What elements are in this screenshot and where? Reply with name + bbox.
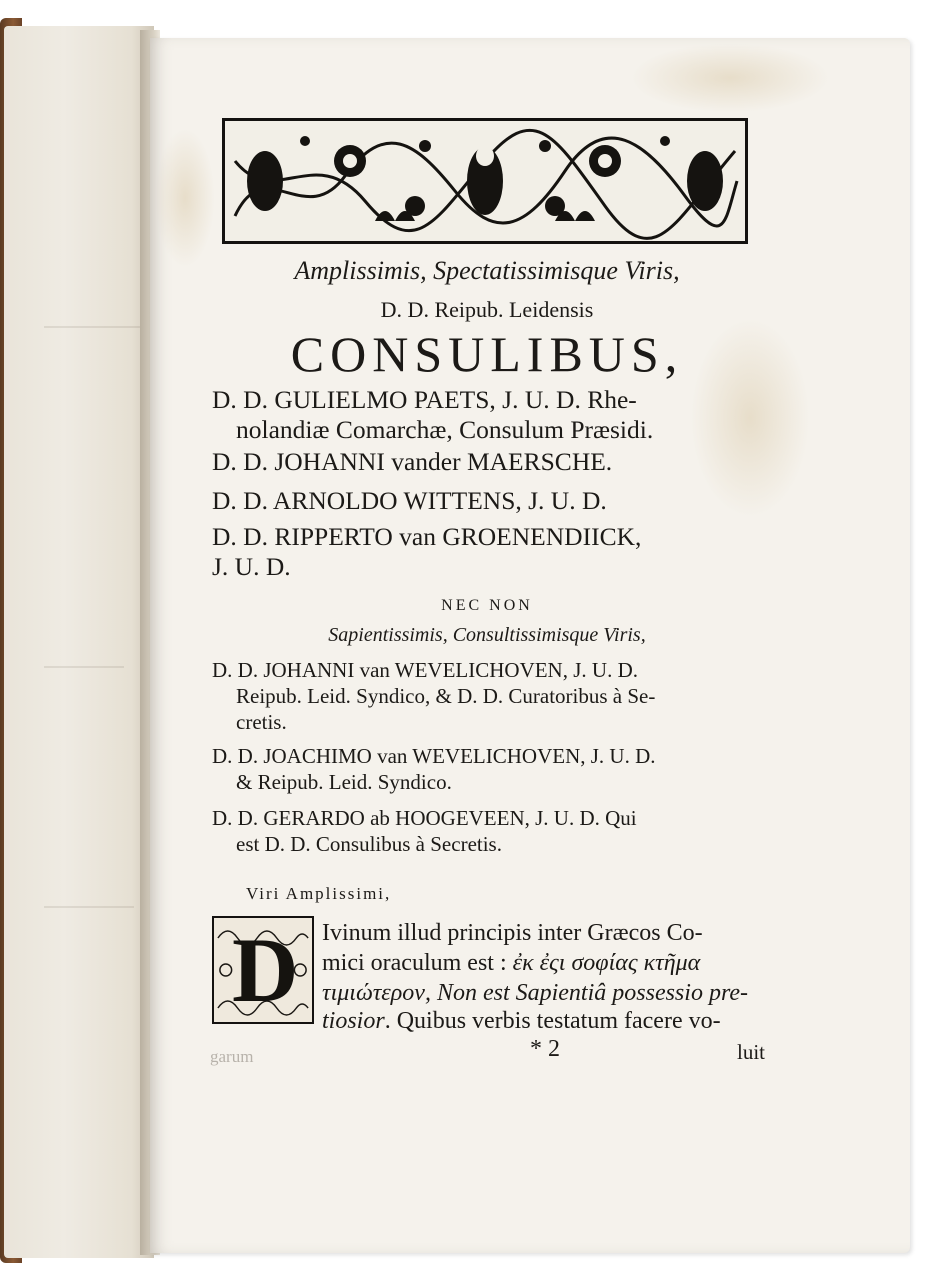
bleed-through-word: garum (210, 1047, 254, 1066)
other-official-line: D. D. JOHANNI van WEVELICHOVEN, J. U. D. (212, 658, 638, 682)
body-line (322, 1008, 721, 1035)
decorated-initial-icon (212, 916, 314, 1024)
reipub-line: D. D. Reipub. Leidensis (380, 297, 594, 322)
foxing-stain (630, 43, 830, 113)
nec-non-line: NEC NON (441, 597, 533, 614)
consul-line: nolandiæ Comarchæ, Consulum Præsidi. (236, 415, 654, 444)
consul-line: D. D. JOHANNI vander MAERSCHE. (212, 447, 613, 476)
greek-quote: τιμιώτερον (322, 980, 425, 1006)
consulibus-heading: CONSULIBUS, (290, 326, 684, 382)
other-official-line: est D. D. Consulibus à Secretis. (236, 832, 502, 856)
consul-line: J. U. D. (212, 552, 291, 581)
consul-line: D. D. RIPPERTO van GROENENDIICK, (212, 522, 642, 551)
latin-translation: tiosior (322, 1008, 385, 1034)
other-official-line: D. D. JOACHIMO van WEVELICHOVEN, J. U. D. (212, 744, 656, 768)
other-official-line: & Reipub. Leid. Syndico. (236, 770, 452, 794)
body-line: Ivinum illud principis inter Græcos Co- (322, 920, 703, 946)
bleed-line (44, 326, 144, 328)
dedication-line: Amplissimis, Spectatissimisque Viris, (294, 256, 680, 285)
body-line (322, 980, 748, 1007)
greek-quote: ἐκ ἐςι σοφίας κτῆμα (512, 950, 701, 976)
body-text: mici oraculum est : (322, 950, 513, 976)
sapientissimis-line: Sapientissimis, Consultissimisque Viris, (328, 624, 646, 646)
latin-translation: , Non est Sapientiâ possessio pre- (424, 980, 749, 1006)
bleed-line (44, 906, 134, 908)
consul-line: D. D. GULIELMO PAETS, J. U. D. Rhe- (212, 385, 637, 414)
consul-line: D. D. ARNOLDO WITTENS, J. U. D. (212, 486, 607, 515)
catchword: luit (737, 1040, 766, 1064)
initial-letter: D (232, 919, 299, 1021)
other-official-line: cretis. (236, 710, 287, 734)
left-page (4, 26, 154, 1258)
other-official-line: Reipub. Leid. Syndico, & D. D. Curatoribus à Se- (236, 684, 656, 708)
ornamental-headpiece-icon (222, 118, 748, 244)
foxing-stain (155, 128, 215, 268)
bleed-line (44, 666, 124, 668)
body-line (322, 950, 700, 977)
other-official-line: D. D. GERARDO ab HOOGEVEEN, J. U. D. Qui (212, 806, 637, 830)
signature-mark: * 2 (530, 1036, 560, 1062)
body-text: . Quibus verbis testatum facere vo- (384, 1008, 721, 1034)
salutation: Viri Amplissimi, (246, 884, 392, 903)
